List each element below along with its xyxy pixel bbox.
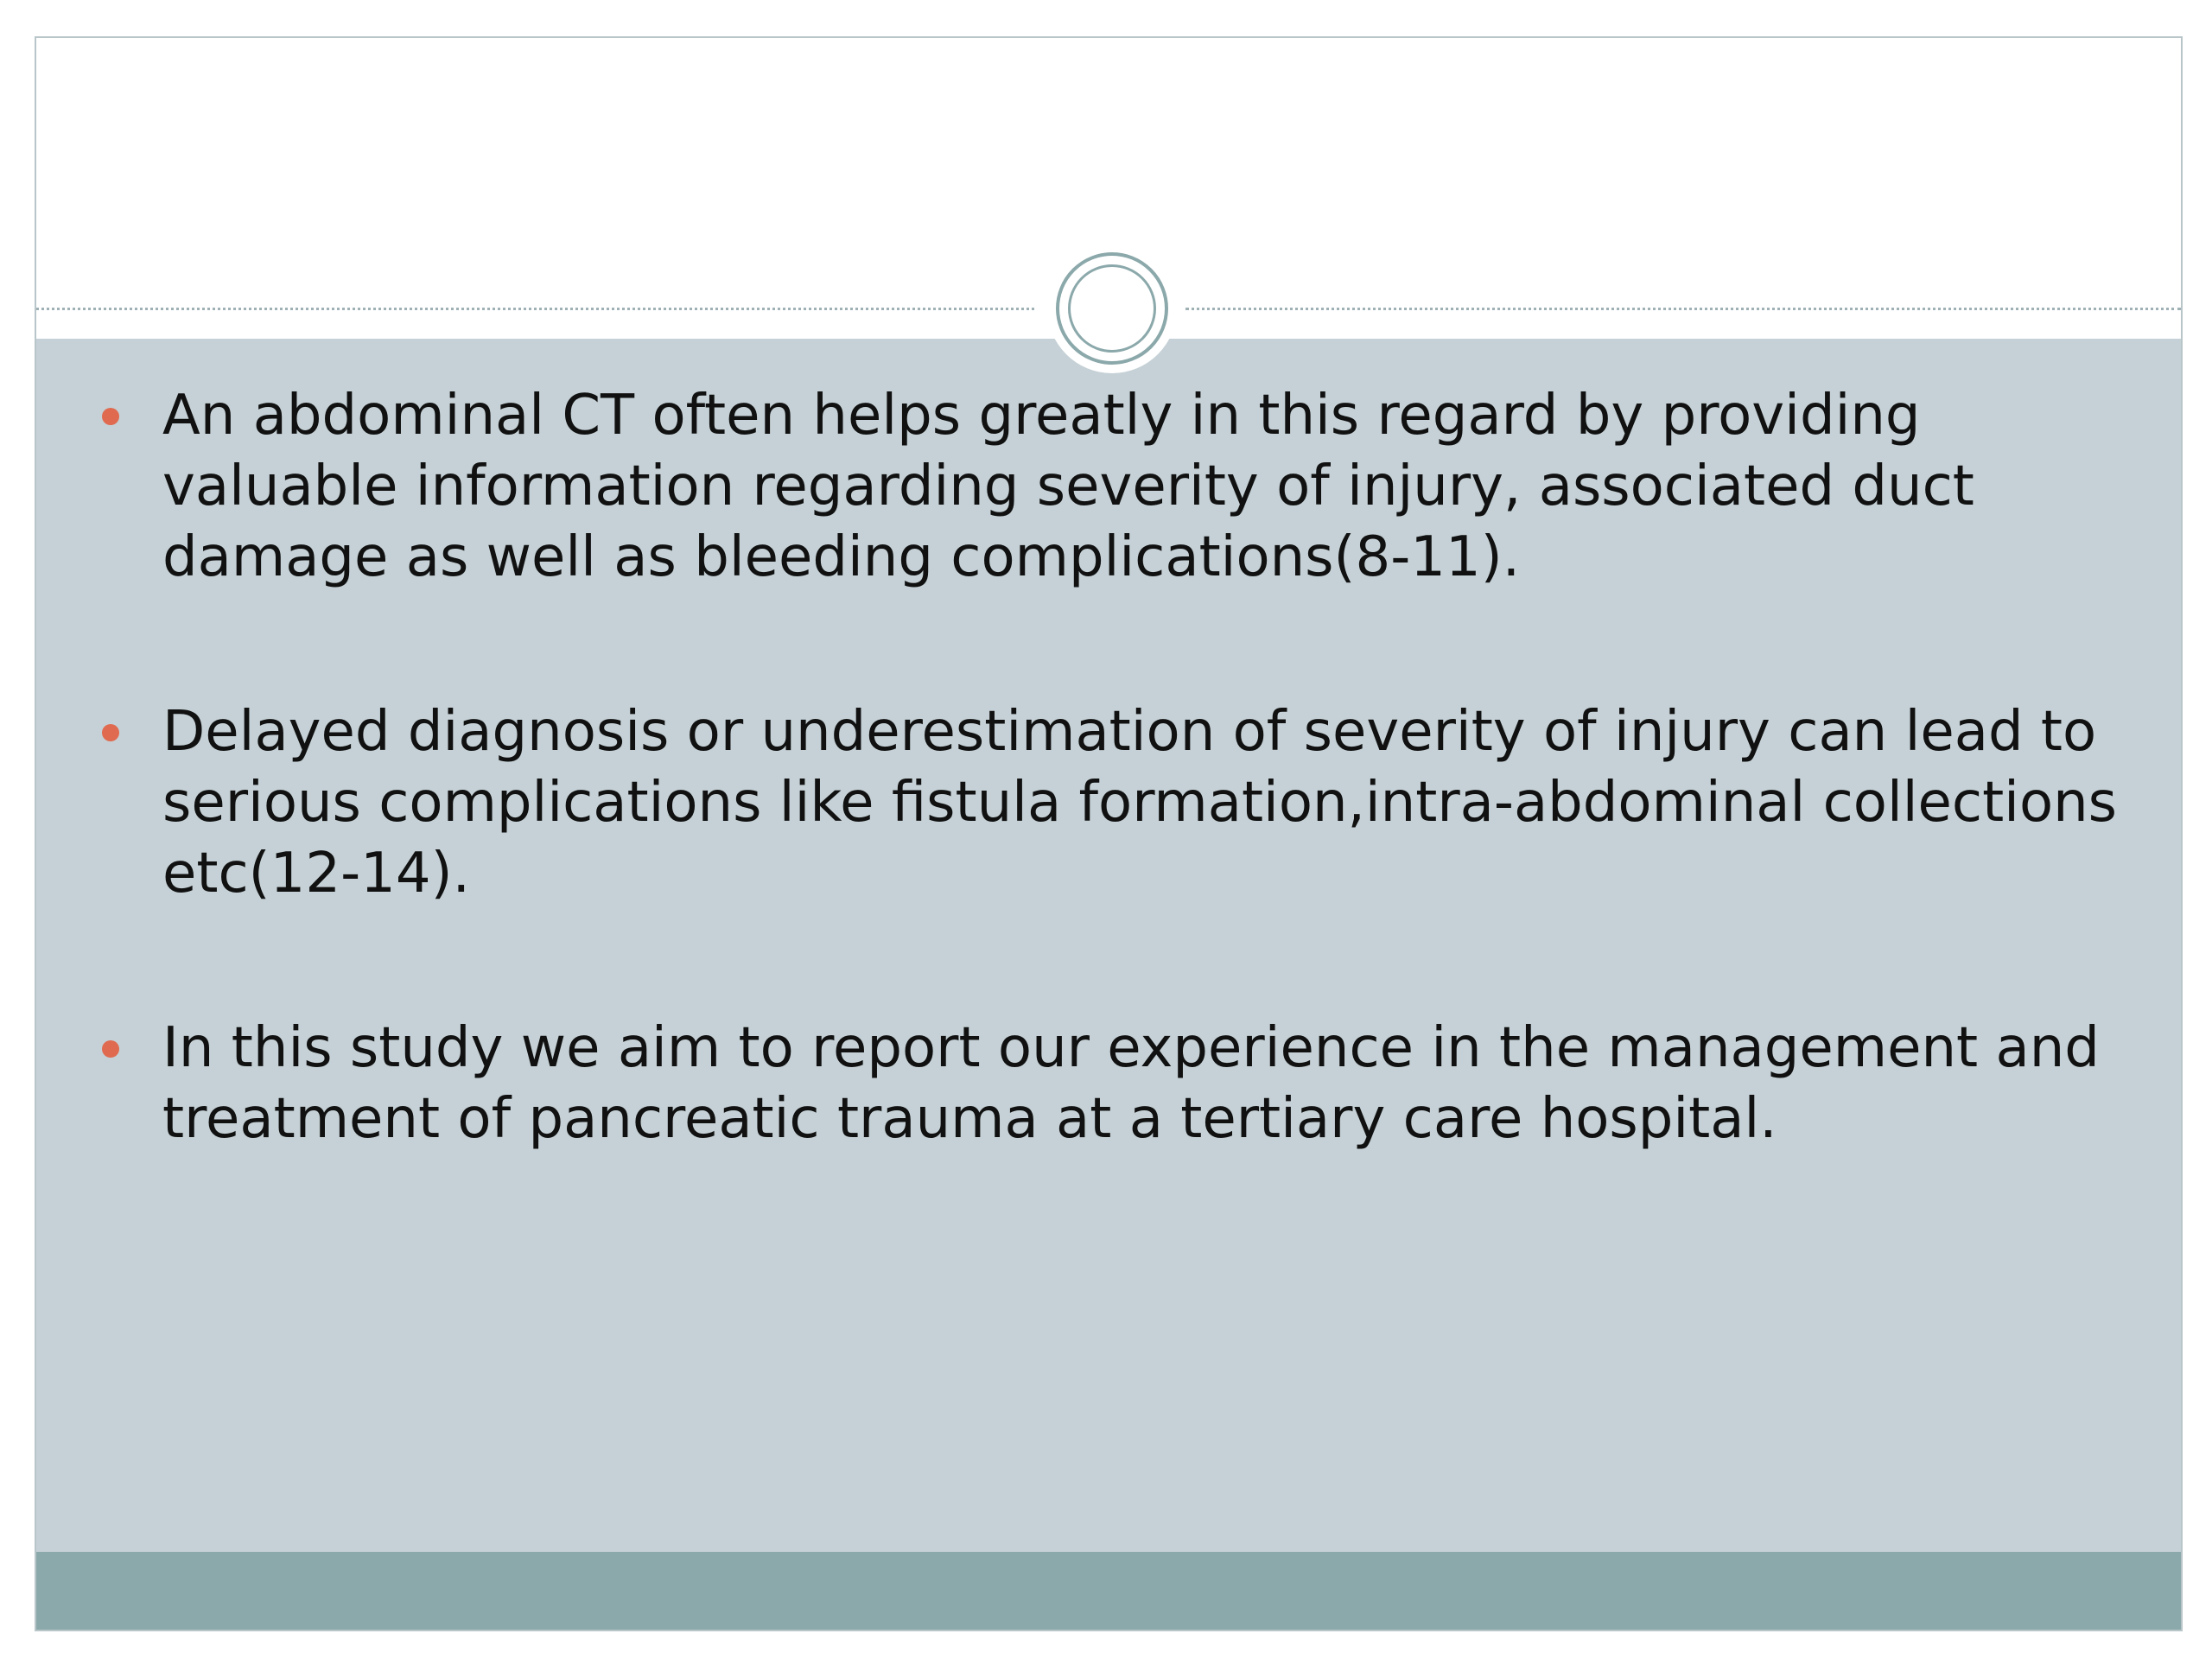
circle-ornament-inner (1068, 264, 1156, 353)
divider-left (36, 308, 1034, 310)
bullet-list (36, 380, 2181, 1258)
circle-ornament-icon (1056, 252, 1168, 365)
footer-bar (36, 1552, 2181, 1630)
bullet-text: In this study we aim to report our experience in the management and treatment of pancreatic trauma at a tertiary care hospital. (162, 1016, 2100, 1151)
divider-right (1185, 308, 2181, 310)
bullet-item (36, 696, 2181, 909)
bullet-dot-icon (102, 724, 119, 741)
bullet-item (36, 380, 2181, 593)
bullet-item (36, 1013, 2181, 1154)
bullet-dot-icon (102, 1040, 119, 1058)
bullet-text: Delayed diagnosis or underestimation of severity of injury can lead to serious complications like fistula formation,intra-abdominal collections etc(12-14). (162, 700, 2117, 906)
bullet-dot-icon (102, 408, 119, 425)
slide (35, 36, 2183, 1631)
bullet-text: An abdominal CT often helps greatly in this regard by providing valuable information regarding severity of injury, associated duct damage as well as bleeding complications(8-11). (162, 384, 1974, 589)
